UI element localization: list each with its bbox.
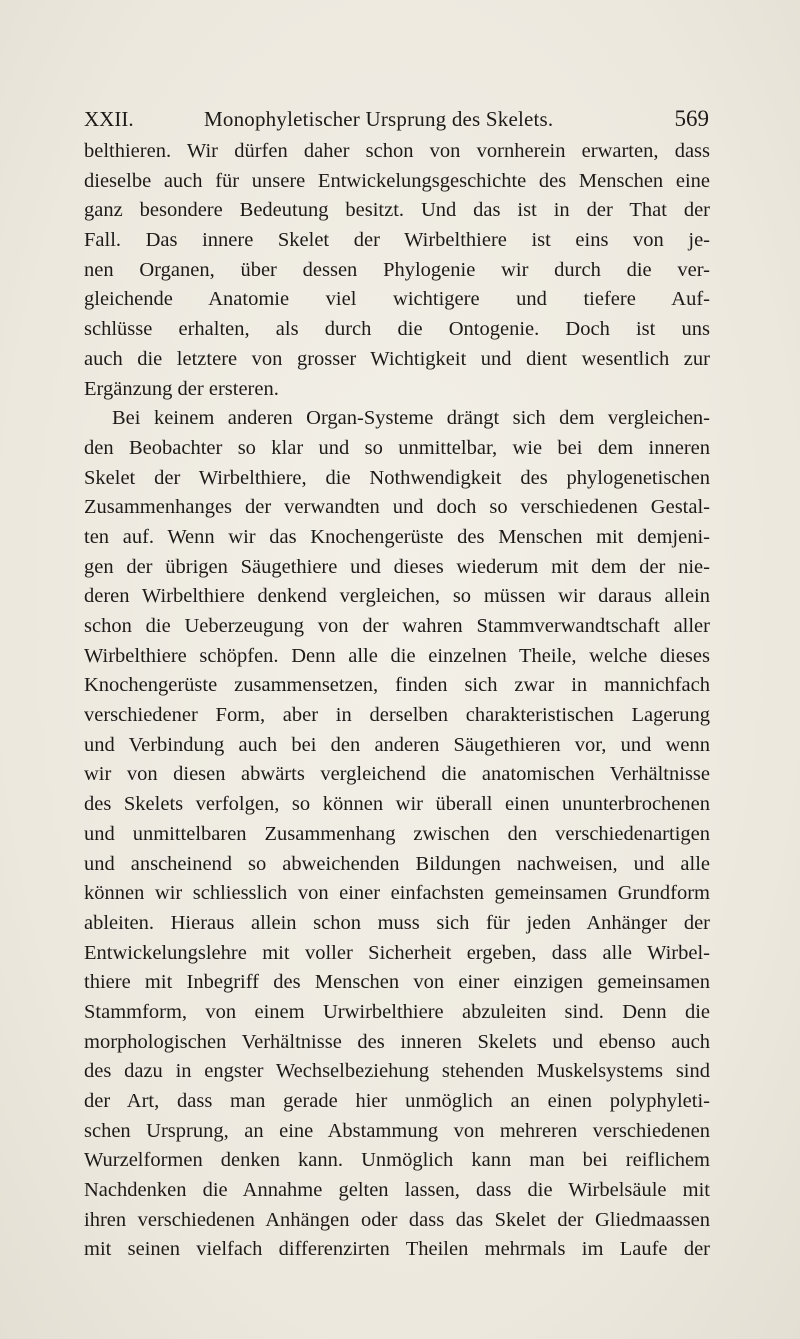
chapter-number: XXII. (84, 107, 134, 131)
text-line: schen Ursprung, an eine Abstammung von mehreren verschiedenen (84, 1119, 710, 1142)
running-header (84, 104, 709, 134)
body-text (84, 137, 710, 1265)
text-line: ganz besondere Bedeutung besitzt. Und das ist in der That der (84, 199, 710, 222)
text-line: Entwickelungslehre mit voller Sicherheit ergeben, dass alle Wirbel- (84, 941, 710, 964)
text-line: schlüsse erhalten, als durch die Ontogenie. Doch ist uns (84, 318, 710, 341)
text-line: des Skelets verfolgen, so können wir überall einen ununterbrochenen (84, 793, 710, 816)
text-line: Stammform, von einem Urwirbelthiere abzuleiten sind. Denn die (84, 1000, 710, 1023)
text-line: gen der übrigen Säugethiere und dieses wiederum mit dem der nie- (84, 555, 710, 578)
text-line: nen Organen, über dessen Phylogenie wir durch die ver- (84, 258, 710, 281)
text-line: ten auf. Wenn wir das Knochengerüste des Menschen mit demjeni- (84, 525, 710, 548)
text-line: schon die Ueberzeugung von der wahren Stammverwandtschaft aller (84, 615, 710, 637)
text-line: können wir schliesslich von einer einfachsten gemeinsamen Grundform (84, 882, 710, 905)
text-line: mit seinen vielfach differenzirten Theilen mehrmals im Laufe der (84, 1238, 710, 1261)
text-line: Wurzelformen denken kann. Unmöglich kann man bei reiflichem (84, 1149, 710, 1172)
text-line: den Beobachter so klar und so unmittelbar, wie bei dem inneren (84, 436, 710, 459)
text-line: Nachdenken die Annahme gelten lassen, dass die Wirbelsäule mit (84, 1179, 710, 1202)
text-line: dieselbe auch für unsere Entwickelungsgeschichte des Menschen eine (84, 169, 710, 192)
text-line: und Verbindung auch bei den anderen Säugethieren vor, und wenn (84, 733, 710, 756)
text-line: Fall. Das innere Skelet der Wirbelthiere ist eins von je- (84, 229, 710, 252)
text-line: Ergänzung der ersteren. (84, 377, 279, 400)
text-line: verschiedener Form, aber in derselben charakteristischen Lagerung (84, 704, 710, 727)
text-line: auch die letztere von grosser Wichtigkeit und dient wesentlich zur (84, 347, 710, 370)
text-line: und unmittelbaren Zusammenhang zwischen den verschiedenartigen (84, 822, 710, 845)
running-title: Monophyletischer Ursprung des Skelets. (204, 107, 554, 131)
text-line: belthieren. Wir dürfen daher schon von vornherein erwarten, dass (84, 140, 710, 162)
text-line: Bei keinem anderen Organ-Systeme drängt sich dem vergleichen- (112, 407, 710, 430)
text-line: Knochengerüste zusammensetzen, finden sich zwar in mannichfach (84, 674, 710, 697)
page-number: 569 (674, 106, 709, 131)
text-line: Skelet der Wirbelthiere, die Nothwendigkeit des phylogenetischen (84, 466, 710, 489)
text-line: ableiten. Hieraus allein schon muss sich für jeden Anhänger der (84, 911, 710, 934)
text-line: gleichende Anatomie viel wichtigere und tiefere Auf- (84, 288, 710, 311)
text-line: der Art, dass man gerade hier unmöglich an einen polyphyleti- (84, 1090, 710, 1112)
text-line: deren Wirbelthiere denkend vergleichen, so müssen wir daraus allein (84, 585, 710, 608)
text-line: und anscheinend so abweichenden Bildungen nachweisen, und alle (84, 852, 710, 875)
text-line: ihren verschiedenen Anhängen oder dass das Skelet der Gliedmaassen (84, 1208, 710, 1231)
text-line: morphologischen Verhältnisse des inneren Skelets und ebenso auch (84, 1030, 710, 1053)
text-line: wir von diesen abwärts vergleichend die anatomischen Verhältnisse (84, 763, 710, 786)
text-line: Wirbelthiere schöpfen. Denn alle die einzelnen Theile, welche dieses (84, 644, 710, 667)
text-line: des dazu in engster Wechselbeziehung stehenden Muskelsystems sind (84, 1060, 710, 1083)
text-line: Zusammenhanges der verwandten und doch so verschiedenen Gestal- (84, 496, 710, 519)
text-line: thiere mit Inbegriff des Menschen von einer einzigen gemeinsamen (84, 971, 710, 994)
